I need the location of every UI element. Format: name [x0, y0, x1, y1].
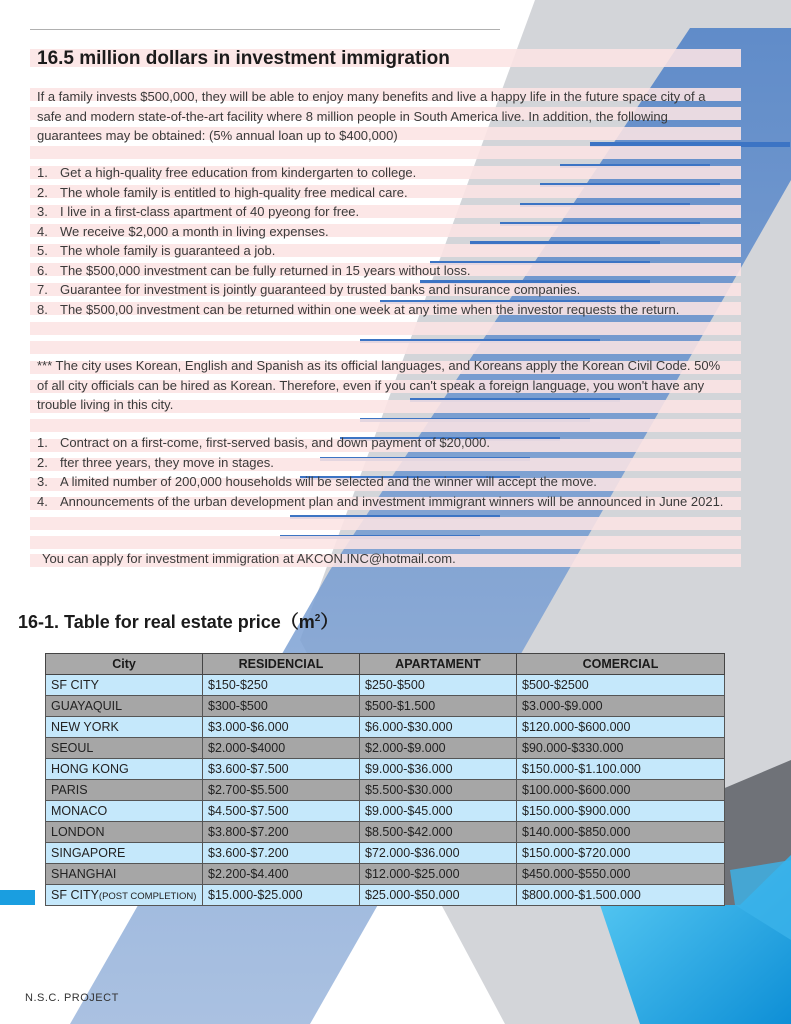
column-header: City [46, 654, 203, 675]
table-row: SF CITY $150-$250 $250-$500 $500-$2500 [46, 675, 725, 696]
list-item: 5. The whole family is guaranteed a job. [37, 243, 276, 258]
conditions-list [37, 433, 727, 511]
table-row: SF CITY(POST COMPLETION) $15.000-$25.000 $25.000-$50.000 $800.000-$1.500.000 [46, 885, 725, 906]
table-row: LONDON $3.800-$7.200 $8.500-$42.000 $140.000-$850.000 [46, 822, 725, 843]
column-header: RESIDENCIAL [203, 654, 360, 675]
column-header: APARTAMENT [360, 654, 517, 675]
list-item: 4. Announcements of the urban development plan and investment immigrant winners will be announced in June 2021. [37, 493, 724, 509]
column-header: COMERCIAL [517, 654, 725, 675]
table-row: SEOUL $2.000-$4000 $2.000-$9.000 $90.000-$330.000 [46, 738, 725, 759]
table-row: SHANGHAI $2.200-$4.400 $12.000-$25.000 $450.000-$550.000 [46, 864, 725, 885]
table-row: PARIS $2.700-$5.500 $5.500-$30.000 $100.000-$600.000 [46, 780, 725, 801]
list-item: 4. We receive $2,000 a month in living expenses. [37, 223, 329, 239]
table-header-row [46, 654, 725, 675]
list-item: 2. The whole family is entitled to high-quality free medical care. [37, 184, 408, 200]
top-rule [30, 29, 500, 30]
footer-label: N.S.C. PROJECT [25, 992, 119, 1004]
table-row: MONACO $4.500-$7.500 $9.000-$45.000 $150.000-$900.000 [46, 801, 725, 822]
list-item: 7. Guarantee for investment is jointly guaranteed by trusted banks and insurance companies. [37, 282, 581, 297]
table-row: NEW YORK $3.000-$6.000 $6.000-$30.000 $120.000-$600.000 [46, 717, 725, 738]
language-note: *** The city uses Korean, English and Spanish as its official languages, and Koreans apply the Korean Civil Code. 50% of all city officials can be hired as Korean. Therefore, even if you can't speak a foreign language, you won't have any trouble living in this city. [37, 358, 721, 412]
list-item: 1. Contract on a first-come, first-served basis, and down payment of $20,000. [37, 435, 490, 450]
list-item: 2. fter three years, they move in stages. [37, 454, 274, 470]
table-row: HONG KONG $3.600-$7.500 $9.000-$36.000 $150.000-$1.100.000 [46, 759, 725, 780]
table-title: 16-1. Table for real estate $price(m^2)$ [18, 612, 339, 632]
intro-paragraph: If a family invests $500,000, they will be able to enjoy many benefits and live a happy life in the future space city of a safe and modern state-of-the-art facility where 8 million people in South America live. In addition, the following guarantees may be obtained: (5% annual loan up to $400,000) [37, 89, 706, 143]
list-item: 1. Get a high-quality free education from kindergarten to college. [37, 165, 417, 180]
contact-line: You can apply for investment immigration at AKCON.INC@hotmail.com. [42, 551, 456, 566]
guarantee-list [37, 163, 727, 319]
section-title: 16.5 million dollars in investment immigration [37, 48, 450, 69]
price-table [45, 653, 725, 906]
list-item: 3. I live in a first-class apartment of 40 pyeong for free. [37, 204, 360, 219]
table-row: GUAYAQUIL $300-$500 $500-$1.500 $3.000-$9.000 [46, 696, 725, 717]
table-row: SINGAPORE $3.600-$7.200 $72.000-$36.000 $150.000-$720.000 [46, 843, 725, 864]
cyan-left-bar [0, 890, 35, 905]
list-item: 8. The $500,00 investment can be returned within one week at any time when the investor requests the return. [37, 301, 680, 317]
list-item: 6. The $500,000 investment can be fully returned in 15 years without loss. [37, 262, 471, 278]
list-item: 3. A limited number of 200,000 households will be selected and the winner will accept the move. [37, 474, 597, 489]
